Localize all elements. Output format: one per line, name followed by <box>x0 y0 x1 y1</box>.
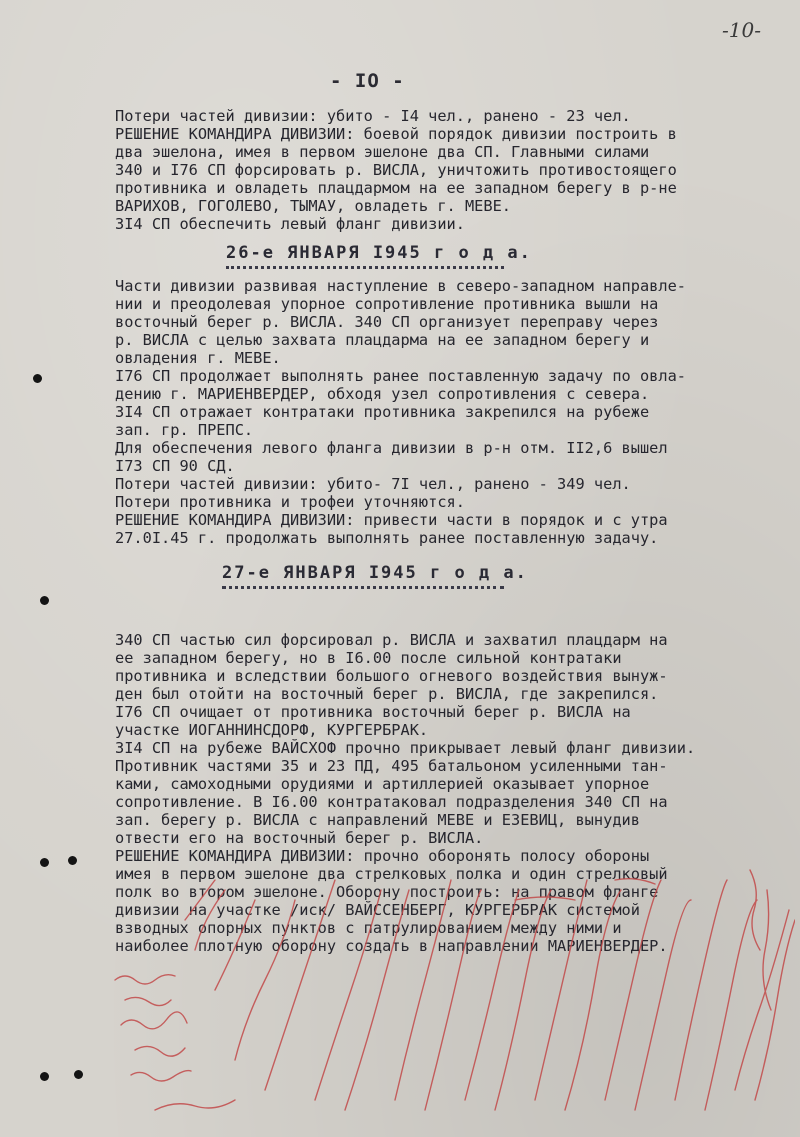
text-line: противника и овладеть плацдармом на ее западном берегу в р-не <box>115 179 677 197</box>
date-heading-jan-26: 26-е ЯНВАРЯ I945 г о д а. <box>226 243 532 263</box>
text-line: РЕШЕНИЕ КОМАНДИРА ДИВИЗИИ: прочно оборонять полосу обороны <box>115 847 650 865</box>
text-line: зап. гр. ПРЕПС. <box>115 421 254 439</box>
text-line: 3I4 СП на рубеже ВАЙСХОФ прочно прикрывает левый фланг дивизии. <box>115 739 696 757</box>
text-line: отвести его на восточный берег р. ВИСЛА. <box>115 829 484 847</box>
text-line: наиболее плотную оборону создать в направлении МАРИЕНВЕРДЕР. <box>115 937 668 955</box>
text-line: два эшелона, имея в первом эшелоне два СП. Главными силами <box>115 143 650 161</box>
text-line: I73 СП 90 СД. <box>115 457 235 475</box>
text-line: Потери противника и трофеи уточняются. <box>115 493 465 511</box>
text-line: Противник частями 35 и 23 ПД, 495 батальоном усиленными тан- <box>115 757 668 775</box>
handwritten-red-pencil-annotation <box>95 860 795 1120</box>
heading-underline <box>222 586 504 589</box>
text-line: нии и преодолевая упорное сопротивление противника вышли на <box>115 295 659 313</box>
binder-hole <box>74 1070 83 1079</box>
date-heading-jan-27: 27-е ЯНВАРЯ I945 г о д а. <box>222 563 528 583</box>
text-line: дению г. МАРИЕНВЕРДЕР, обходя узел сопротивления с севера. <box>115 385 650 403</box>
text-line: 3I4 СП отражает контратаки противника закрепился на рубеже <box>115 403 650 421</box>
text-line: ками, самоходными орудиями и артиллерией оказывает упорное <box>115 775 650 793</box>
text-line: 340 и I76 СП форсировать р. ВИСЛА, уничтожить противостоящего <box>115 161 677 179</box>
text-line: 3I4 СП обеспечить левый фланг дивизии. <box>115 215 465 233</box>
text-line: восточный берег р. ВИСЛА. 340 СП организует переправу через <box>115 313 659 331</box>
binder-hole <box>40 1072 49 1081</box>
binder-hole <box>40 858 49 867</box>
text-line: 340 СП частью сил форсировал р. ВИСЛА и захватил плацдарм на <box>115 631 668 649</box>
binder-hole <box>68 856 77 865</box>
text-line: зап. берегу р. ВИСЛА с направлений МЕВЕ и ЕЗЕВИЦ, вынудив <box>115 811 640 829</box>
text-line: ВАРИХОВ, ГОГОЛЕВО, ТЫМАУ, овладеть г. МЕВЕ. <box>115 197 512 215</box>
archive-page-number: -10- <box>722 18 761 42</box>
text-line: Части дивизии развивая наступление в северо-западном направле- <box>115 277 686 295</box>
section-jan-26 <box>115 277 787 547</box>
section-losses-decision <box>115 107 787 233</box>
text-line: участке ИОГАННИНСДОРФ, КУРГЕРБРАК. <box>115 721 429 739</box>
text-line: овладения г. МЕВЕ. <box>115 349 281 367</box>
text-line: Для обеспечения левого фланга дивизии в р-н отм. II2,6 вышел <box>115 439 668 457</box>
text-line: имея в первом эшелоне два стрелковых полка и один стрелковый <box>115 865 668 883</box>
text-line: дивизии на участке /иск/ ВАЙССЕНБЕРГ, КУРГЕРБРАК системой <box>115 901 640 919</box>
text-line: полк во втором эшелоне. Оборону построить: на правом фланге <box>115 883 659 901</box>
text-line: Потери частей дивизии: убито- 7I чел., ранено - 349 чел. <box>115 475 631 493</box>
text-line: взводных опорных пунктов с патрулированием между ними и <box>115 919 622 937</box>
text-line: РЕШЕНИЕ КОМАНДИРА ДИВИЗИИ: боевой порядок дивизии построить в <box>115 125 677 143</box>
text-line: I76 СП продолжает выполнять ранее поставленную задачу по овла- <box>115 367 686 385</box>
heading-underline <box>226 266 504 269</box>
text-line: РЕШЕНИЕ КОМАНДИРА ДИВИЗИИ: привести части в порядок и с утра <box>115 511 668 529</box>
text-line: Потери частей дивизии: убито - I4 чел., ранено - 23 чел. <box>115 107 631 125</box>
text-line: противника и вследствии большого огневого воздействия вынуж- <box>115 667 668 685</box>
text-line: I76 СП очищает от противника восточный берег р. ВИСЛА на <box>115 703 631 721</box>
binder-hole <box>40 596 49 605</box>
text-line: ее западном берегу, но в I6.00 после сильной контратаки <box>115 649 622 667</box>
text-line: 27.0I.45 г. продолжать выполнять ранее поставленную задачу. <box>115 529 659 547</box>
binder-hole <box>33 374 42 383</box>
page-number: - IO - <box>330 70 405 92</box>
text-line: сопротивление. В I6.00 контратаковал подразделения 340 СП на <box>115 793 668 811</box>
text-line: р. ВИСЛА с целью захвата плацдарма на ее западном берегу и <box>115 331 650 349</box>
text-line: ден был отойти на восточный берег р. ВИСЛА, где закрепился. <box>115 685 659 703</box>
